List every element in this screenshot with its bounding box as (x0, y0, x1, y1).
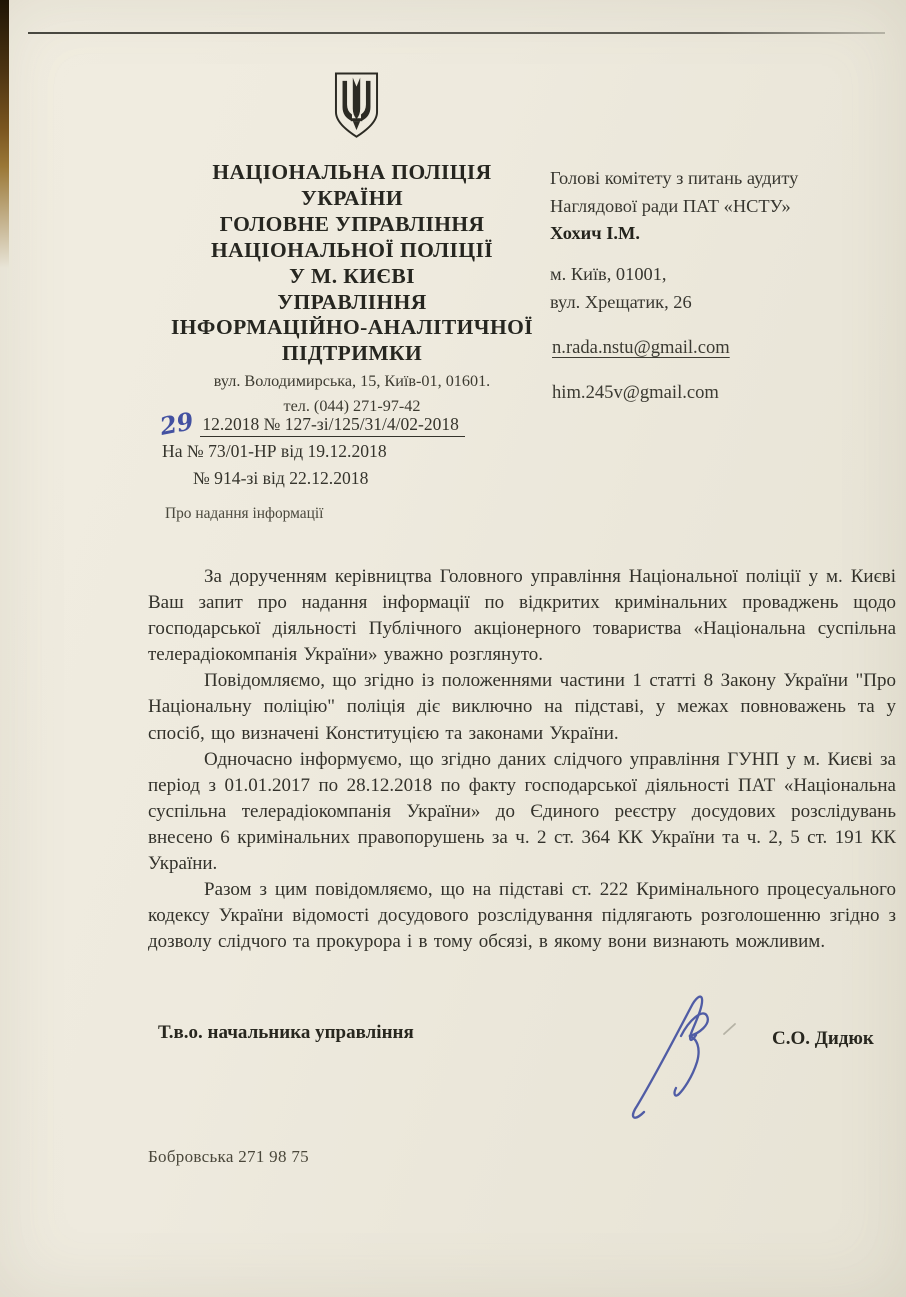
addressee-name: Хохич І.М. (550, 223, 640, 244)
addressee-address-line: вул. Хрещатик, 26 (550, 291, 692, 312)
addressee-title-line: Наглядової ради ПАТ «НСТУ» (550, 195, 791, 216)
org-name-line: НАЦІОНАЛЬНОЇ ПОЛІЦІЇ (211, 237, 493, 262)
sender-phone: тел. (044) 271-97-42 (283, 396, 421, 415)
scan-artifact-line (28, 32, 885, 34)
sender-org-block (140, 160, 564, 416)
body-paragraph: Одночасно інформуємо, що згідно даних слідчого управління ГУНП у м. Києві за період з 01.01.2017 по 28.12.2018 по факту господарської діяльності ПАТ «Національна суспільна телерадіокомпанія України» до Єдиного реєстру досудових розслідувань внесено 6 кримінальних правопорушень за ч. 2 ст. 364 КК України та ч. 2, 5 ст. 191 КК України. (148, 748, 896, 875)
outgoing-reference-number: 12.2018 № 127-зі/125/31/4/02-2018 (200, 414, 464, 437)
outgoing-reference-line (157, 406, 540, 441)
addressee-title-line: Голові комітету з питань аудиту (550, 168, 799, 188)
org-name-line: ГОЛОВНЕ УПРАВЛІННЯ (219, 211, 485, 236)
body-paragraph: За дорученням керівництва Головного управління Національної поліції у м. Києві Ваш запит про надання інформації по відкритих кримінальних проваджень щодо господарської діяльності Публічного акціонерного товариства «Національна суспільна телерадіокомпанія України» уважно розглянуто. (148, 566, 896, 666)
org-name-line: У М. КИЄВІ (289, 263, 415, 288)
executor-contact: Бобровська 271 98 75 (148, 1147, 309, 1166)
body-paragraph: Повідомляємо, що згідно із положеннями частини 1 статті 8 Закону України "Про Національну поліцію" поліція діє виключно на підставі, у межах повноважень та у спосіб, що визначені Конституцією та законами України. (148, 670, 896, 744)
letter-body (148, 564, 896, 955)
photo-table-edge (0, 0, 9, 268)
handwritten-signature (628, 980, 773, 1130)
addressee-email-primary: n.rada.nstu@gmail.com (552, 337, 730, 358)
sender-street-address: вул. Володимирська, 15, Київ-01, 01601. (213, 372, 491, 391)
signoff-position-title: Т.в.о. начальника управління (158, 1022, 414, 1043)
org-name-line: УПРАВЛІННЯ (277, 289, 427, 314)
handwritten-day-number: 29 (157, 406, 196, 441)
addressee-email-secondary: him.245v@gmail.com (552, 382, 719, 403)
body-paragraph: Разом з цим повідомляємо, що на підставі ст. 222 Кримінального процесуального кодексу України відомості досудового розслідування підлягають розголошенню згідно з дозволу слідчого та прокурора і в тому обсязі, в якому вони визнають можливим. (148, 879, 896, 953)
incoming-reference-line: № 914-зі від 22.12.2018 (193, 467, 369, 488)
ukraine-trident-emblem-icon (330, 71, 383, 140)
letter-subject: Про надання інформації (165, 505, 324, 522)
incoming-references-block (162, 438, 387, 491)
org-name-line: НАЦІОНАЛЬНА ПОЛІЦІЯ (212, 160, 492, 184)
addressee-address-block (550, 261, 900, 316)
signoff-name: С.О. Дидюк (772, 1028, 874, 1049)
addressee-block (550, 165, 900, 248)
incoming-reference-line: На № 73/01-НР від 19.12.2018 (162, 441, 387, 461)
addressee-address-line: м. Київ, 01001, (550, 264, 667, 284)
org-name-line: УКРАЇНИ (301, 185, 403, 210)
org-name-line: ПІДТРИМКИ (281, 341, 423, 366)
org-name-line: ІНФОРМАЦІЙНО-АНАЛІТИЧНОЇ (171, 315, 533, 340)
